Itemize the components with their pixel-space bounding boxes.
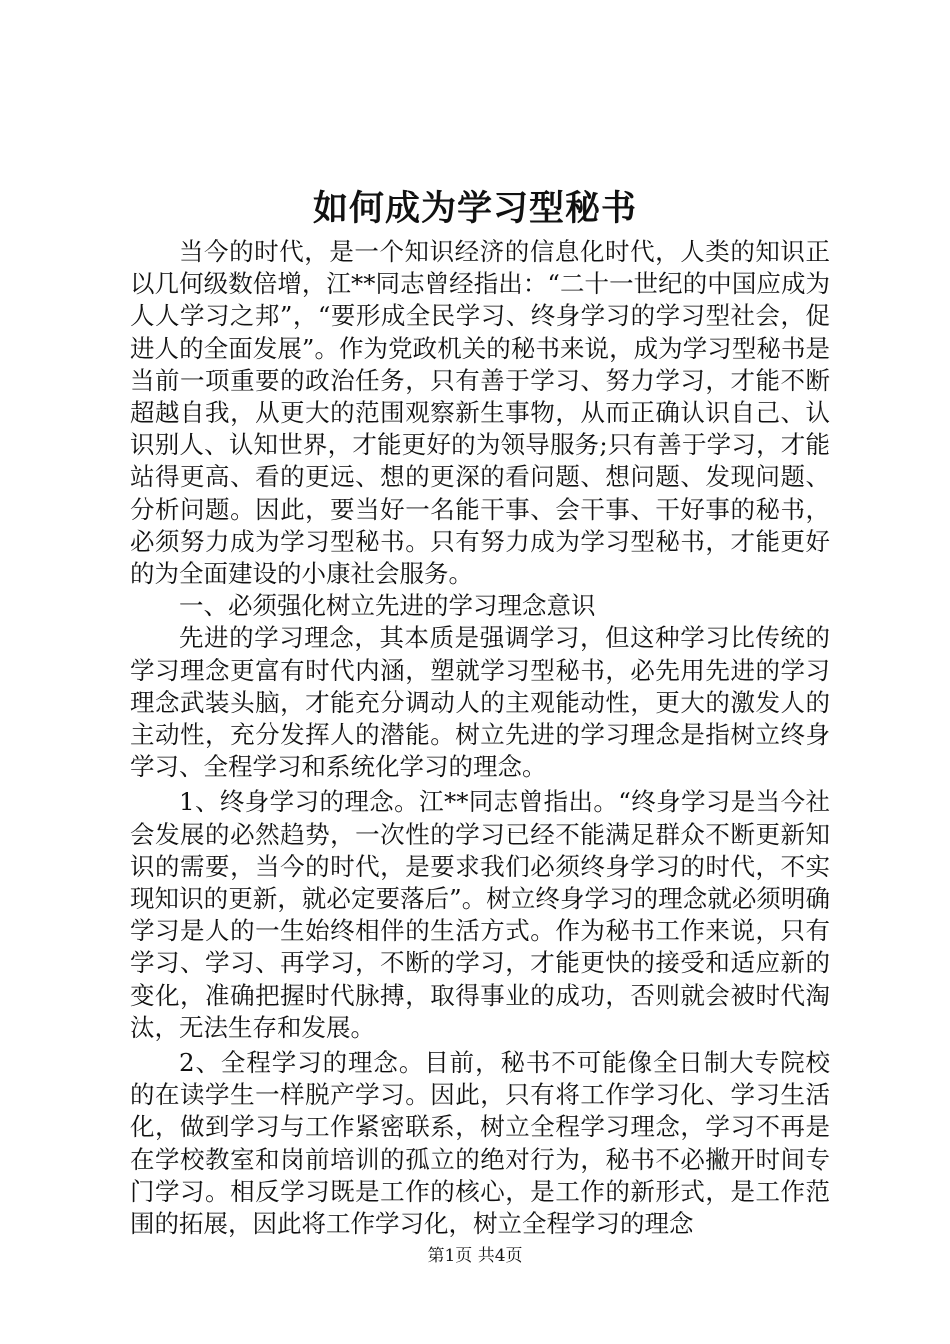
document-body [130,236,830,1240]
paragraph-whole-process-learning: 2、全程学习的理念。目前，秘书不可能像全日制大专院校的在读学生一样脱产学习。因此，只有将工作学习化、学习生活化，做到学习与工作紧密联系，树立全程学习理念，学习不再是在学校教室和岗前培训的孤立的绝对行为，秘书不必撇开时间专门学习。相反学习既是工作的核心，是工作的新形式，是工作范围的拓展，因此将工作学习化，树立全程学习的理念 [130,1048,830,1239]
paragraph-learning-concept: 先进的学习理念，其本质是强调学习，但这种学习比传统的学习理念更富有时代内涵，塑就学习型秘书，必先用先进的学习理念武装头脑，才能充分调动人的主观能动性，更大的激发人的主动性，充分发挥人的潜能。树立先进的学习理念是指树立终身学习、全程学习和系统化学习的理念。 [130,623,830,782]
document-title: 如何成为学习型秘书 [312,188,637,229]
paragraph-lifelong-learning: 1、终身学习的理念。江**同志曾指出。“终身学习是当今社会发展的必然趋势，一次性的学习已经不能满足群众不断更新知识的需要，当今的时代，是要求我们必须终身学习的时代，不实现知识的更新，就必定要落后”。树立终身学习的理念就必须明确学习是人的一生始终相伴的生活方式。作为秘书工作来说，只有学习、学习、再学习，不断的学习，才能更快的接受和适应新的变化，准确把握时代脉搏，取得事业的成功，否则就会被时代淘汰，无法生存和发展。 [130,787,830,1042]
page-number-footer: 第1页 共4页 [427,1246,523,1266]
section-heading: 一、必须强化树立先进的学习理念意识 [179,591,596,621]
paragraph-intro: 当今的时代，是一个知识经济的信息化时代，人类的知识正以几何级数倍增，江**同志曾经指出：“二十一世纪的中国应成为人人学习之邦”，“要形成全民学习、终身学习的学习型社会，促进人的全面发展”。作为党政机关的秘书来说，成为学习型秘书是当前一项重要的政治任务，只有善于学习、努力学习，才能不断超越自我，从更大的范围观察新生事物，从而正确认识自己、认识别人、认知世界，才能更好的为领导服务;只有善于学习，才能站得更高、看的更远、想的更深的看问题、想问题、发现问题、分析问题。因此，要当好一名能干事、会干事、干好事的秘书，必须努力成为学习型秘书。只有努力成为学习型秘书，才能更好的为全面建设的小康社会服务。 [130,237,830,589]
